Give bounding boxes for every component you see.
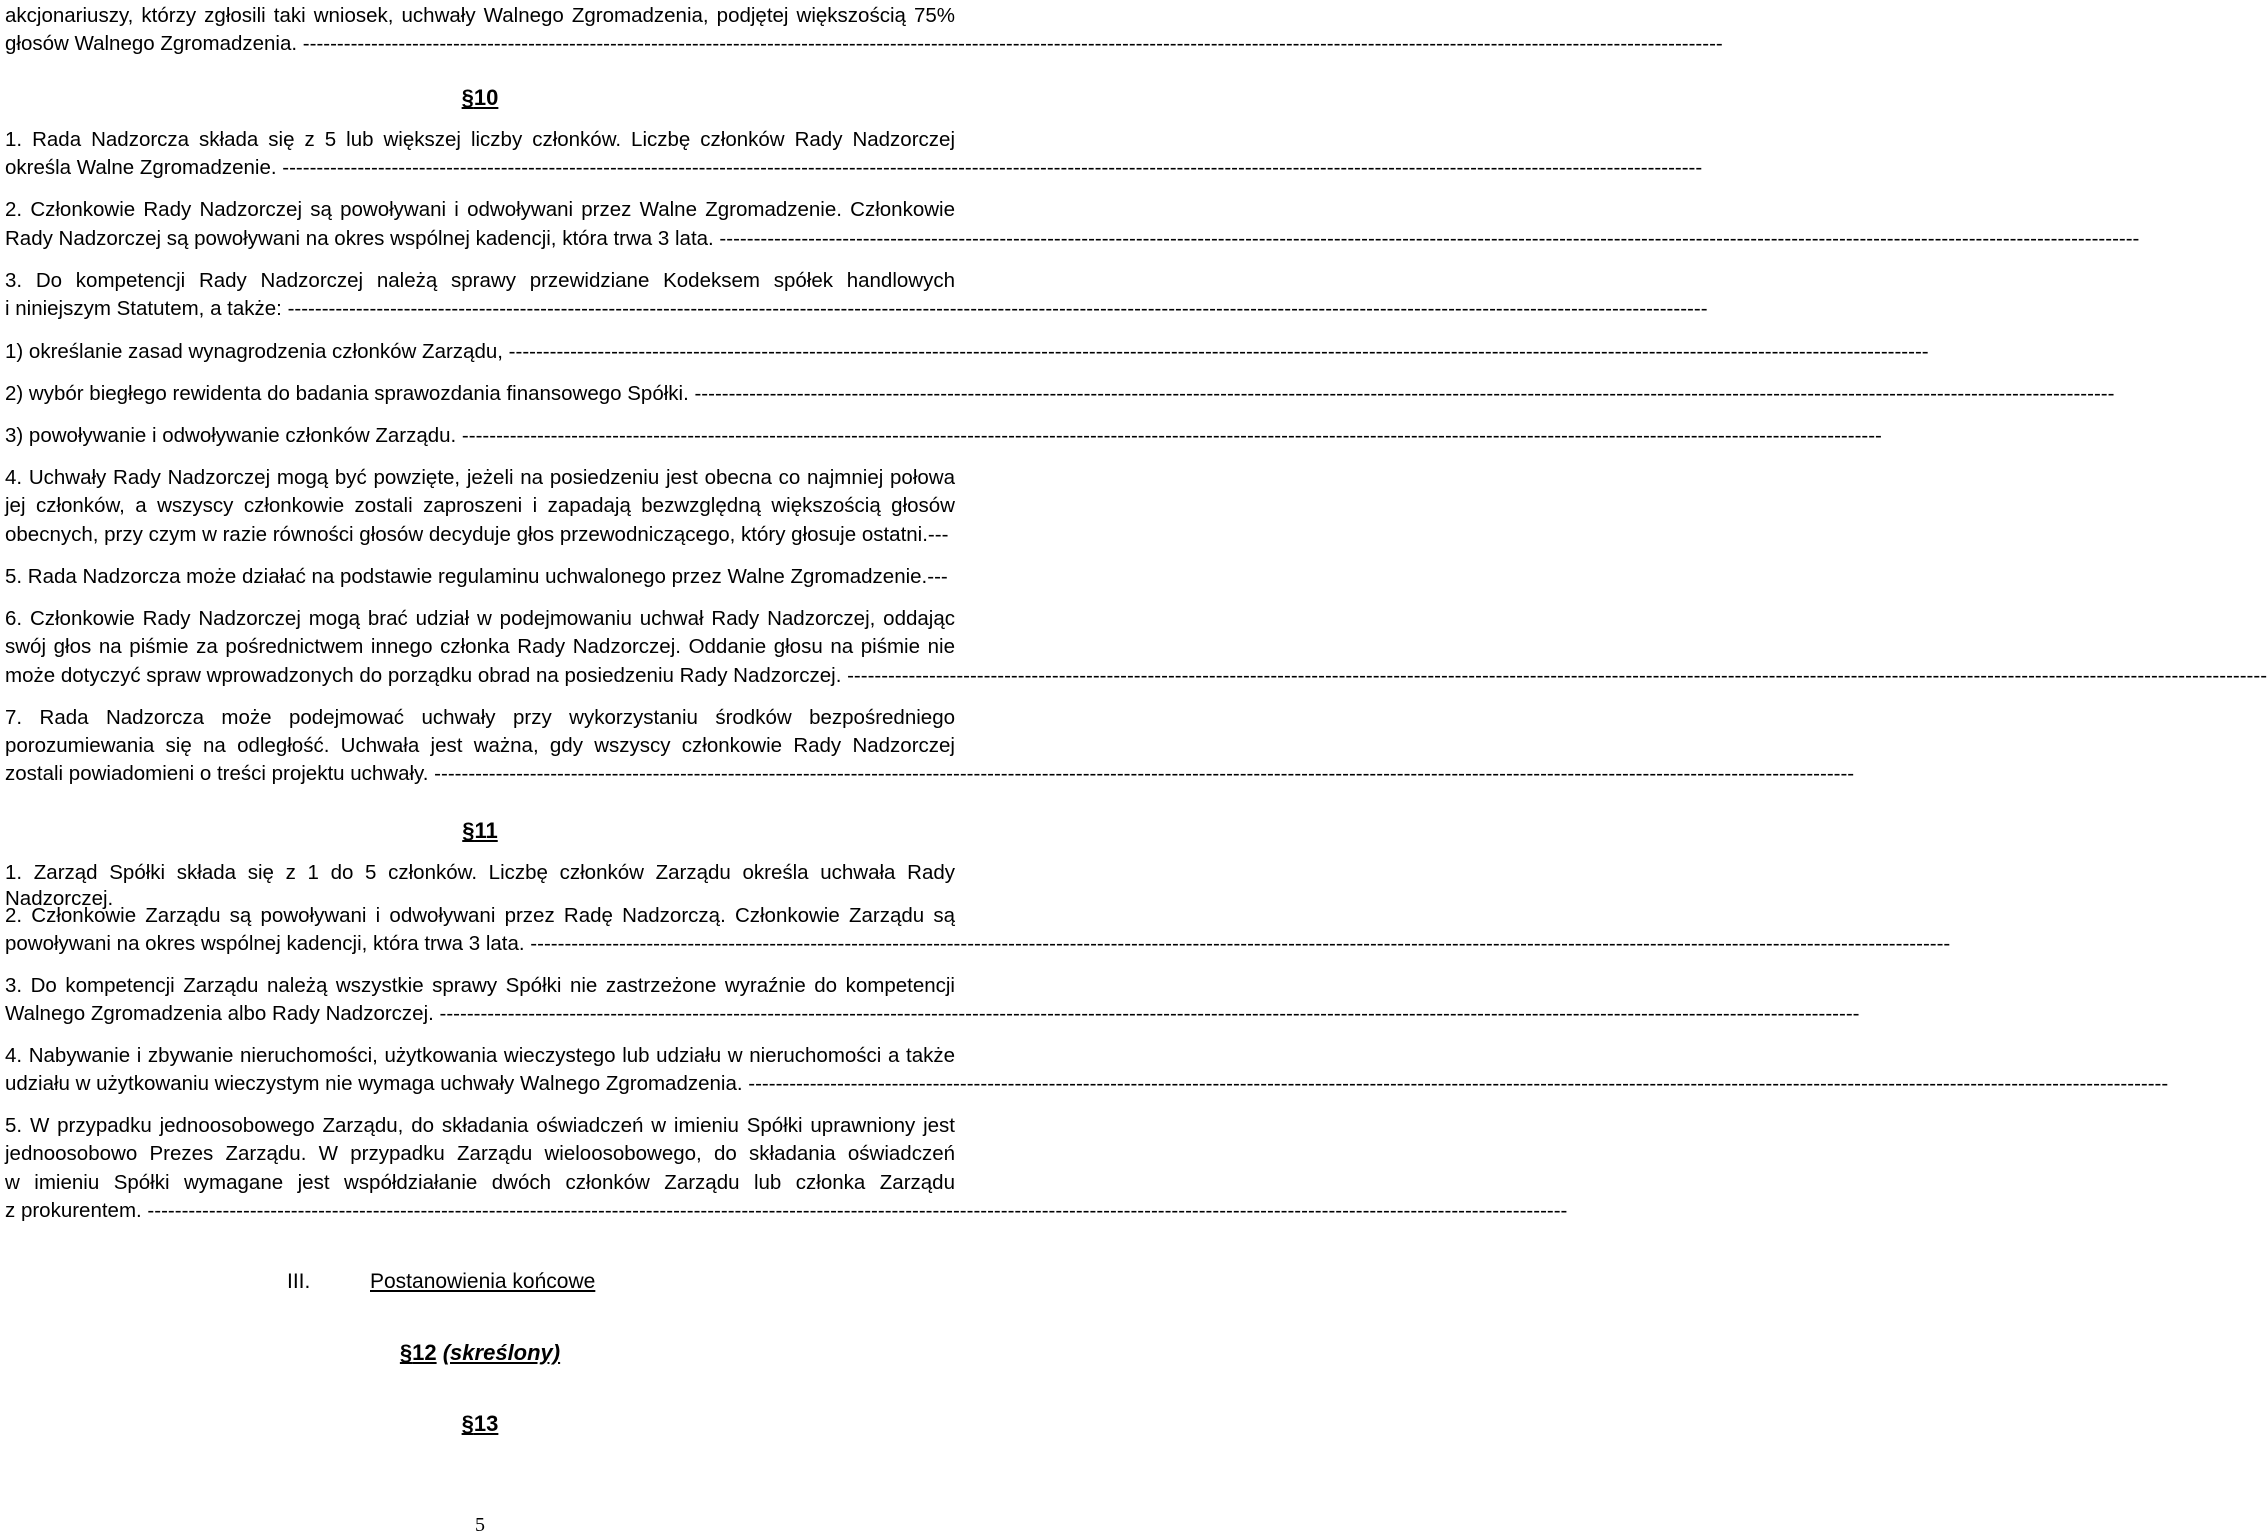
text-line: z prokurentem. ----- <box>5 1198 955 1224</box>
text-line: 5. W przypadku jednoosobowego Zarządu, do składania oświadczeń w imieniu Spółki uprawniony jest <box>5 1114 955 1137</box>
document-page <box>0 0 960 1537</box>
text-line: 1. Zarząd Spółki składa się z 1 do 5 członków. Liczbę członków Zarządu określa uchwała Rady Nadzorczej. <box>5 861 955 910</box>
section-heading-10: §10 <box>461 85 499 110</box>
text-line: porozumiewania się na odległość. Uchwała jest ważna, gdy wszyscy członkowie Rady Nadzorczej <box>5 734 955 757</box>
part-number: III. <box>287 1270 311 1293</box>
text-line: 3) powoływanie i odwoływanie członków Zarządu. ----- <box>5 423 955 449</box>
text-line: 2. Członkowie Rady Nadzorczej są powoływani i odwoływani przez Walne Zgromadzenie. Członkowie <box>5 198 955 221</box>
text-line: zostali powiadomieni o treści projektu uchwały. ----- <box>5 761 955 787</box>
text-line: Walnego Zgromadzenia albo Rady Nadzorczej. ----- <box>5 1001 955 1027</box>
text-line: może dotyczyć spraw wprowadzonych do porządku obrad na posiedzeniu Rady Nadzorczej. ----- <box>5 663 955 689</box>
text-line: 4. Nabywanie i zbywanie nieruchomości, użytkowania wieczystego lub udziału w nieruchomości a także <box>5 1044 955 1067</box>
text-line: jednoosobowo Prezes Zarządu. W przypadku Zarządu wieloosobowego, do składania oświadczeń <box>5 1142 955 1165</box>
text-line: głosów Walnego Zgromadzenia. ----- <box>5 31 955 57</box>
text-line: obecnych, przy czym w razie równości głosów decyduje głos przewodniczącego, który głosuje ostatni.--- <box>5 523 949 546</box>
text-line: 3. Do kompetencji Zarządu należą wszystkie sprawy Spółki nie zastrzeżone wyraźnie do kompetencji <box>5 974 955 997</box>
text-line: udziału w użytkowaniu wieczystym nie wymaga uchwały Walnego Zgromadzenia. ----- <box>5 1071 955 1097</box>
text-line: Rady Nadzorczej są powoływani na okres wspólnej kadencji, która trwa 3 lata. ----- <box>5 226 955 252</box>
section-heading-12: §12 (skreślony) <box>399 1340 561 1365</box>
text-line: jej członków, a wszyscy członkowie zostali zaproszeni i zapadają bezwzględną większością głosów <box>5 494 955 517</box>
text-line: w imieniu Spółki wymagane jest współdziałanie dwóch członków Zarządu lub członka Zarządu <box>5 1171 955 1194</box>
text-line: i niniejszym Statutem, a także: ----- <box>5 296 955 322</box>
text-line: 1) określanie zasad wynagrodzenia członków Zarządu, ----- <box>5 339 955 365</box>
text-line: 7. Rada Nadzorcza może podejmować uchwały przy wykorzystaniu środków bezpośredniego <box>5 706 955 729</box>
text-line: powoływani na okres wspólnej kadencji, która trwa 3 lata. ----- <box>5 931 955 957</box>
section-heading-13: §13 <box>461 1411 499 1436</box>
text-line: 3. Do kompetencji Rady Nadzorczej należą sprawy przewidziane Kodeksem spółek handlowych <box>5 269 955 292</box>
text-line: 2. Członkowie Zarządu są powoływani i odwoływani przez Radę Nadzorczą. Członkowie Zarządu są <box>5 904 955 927</box>
text-line: 6. Członkowie Rady Nadzorczej mogą brać udział w podejmowaniu uchwał Rady Nadzorczej, oddając <box>5 607 955 630</box>
section-heading-11: §11 <box>462 818 498 843</box>
text-line: 5. Rada Nadzorcza może działać na podstawie regulaminu uchwalonego przez Walne Zgromadzenie.--- <box>5 565 948 588</box>
text-line: 2) wybór biegłego rewidenta do badania sprawozdania finansowego Spółki. ----- <box>5 381 955 407</box>
text-line: określa Walne Zgromadzenie. ----- <box>5 155 955 181</box>
page-number: 5 <box>475 1514 485 1536</box>
text-line: 1. Rada Nadzorcza składa się z 5 lub większej liczby członków. Liczbę członków Rady Nadzorczej <box>5 128 955 151</box>
text-line: swój głos na piśmie za pośrednictwem innego członka Rady Nadzorczej. Oddanie głosu na piśmie nie <box>5 635 955 658</box>
text-line: 4. Uchwały Rady Nadzorczej mogą być powzięte, jeżeli na posiedzeniu jest obecna co najmniej połowa <box>5 466 955 489</box>
part-title: Postanowienia końcowe <box>370 1270 596 1293</box>
text-line: akcjonariuszy, którzy zgłosili taki wniosek, uchwały Walnego Zgromadzenia, podjętej większością 75% <box>5 4 955 27</box>
